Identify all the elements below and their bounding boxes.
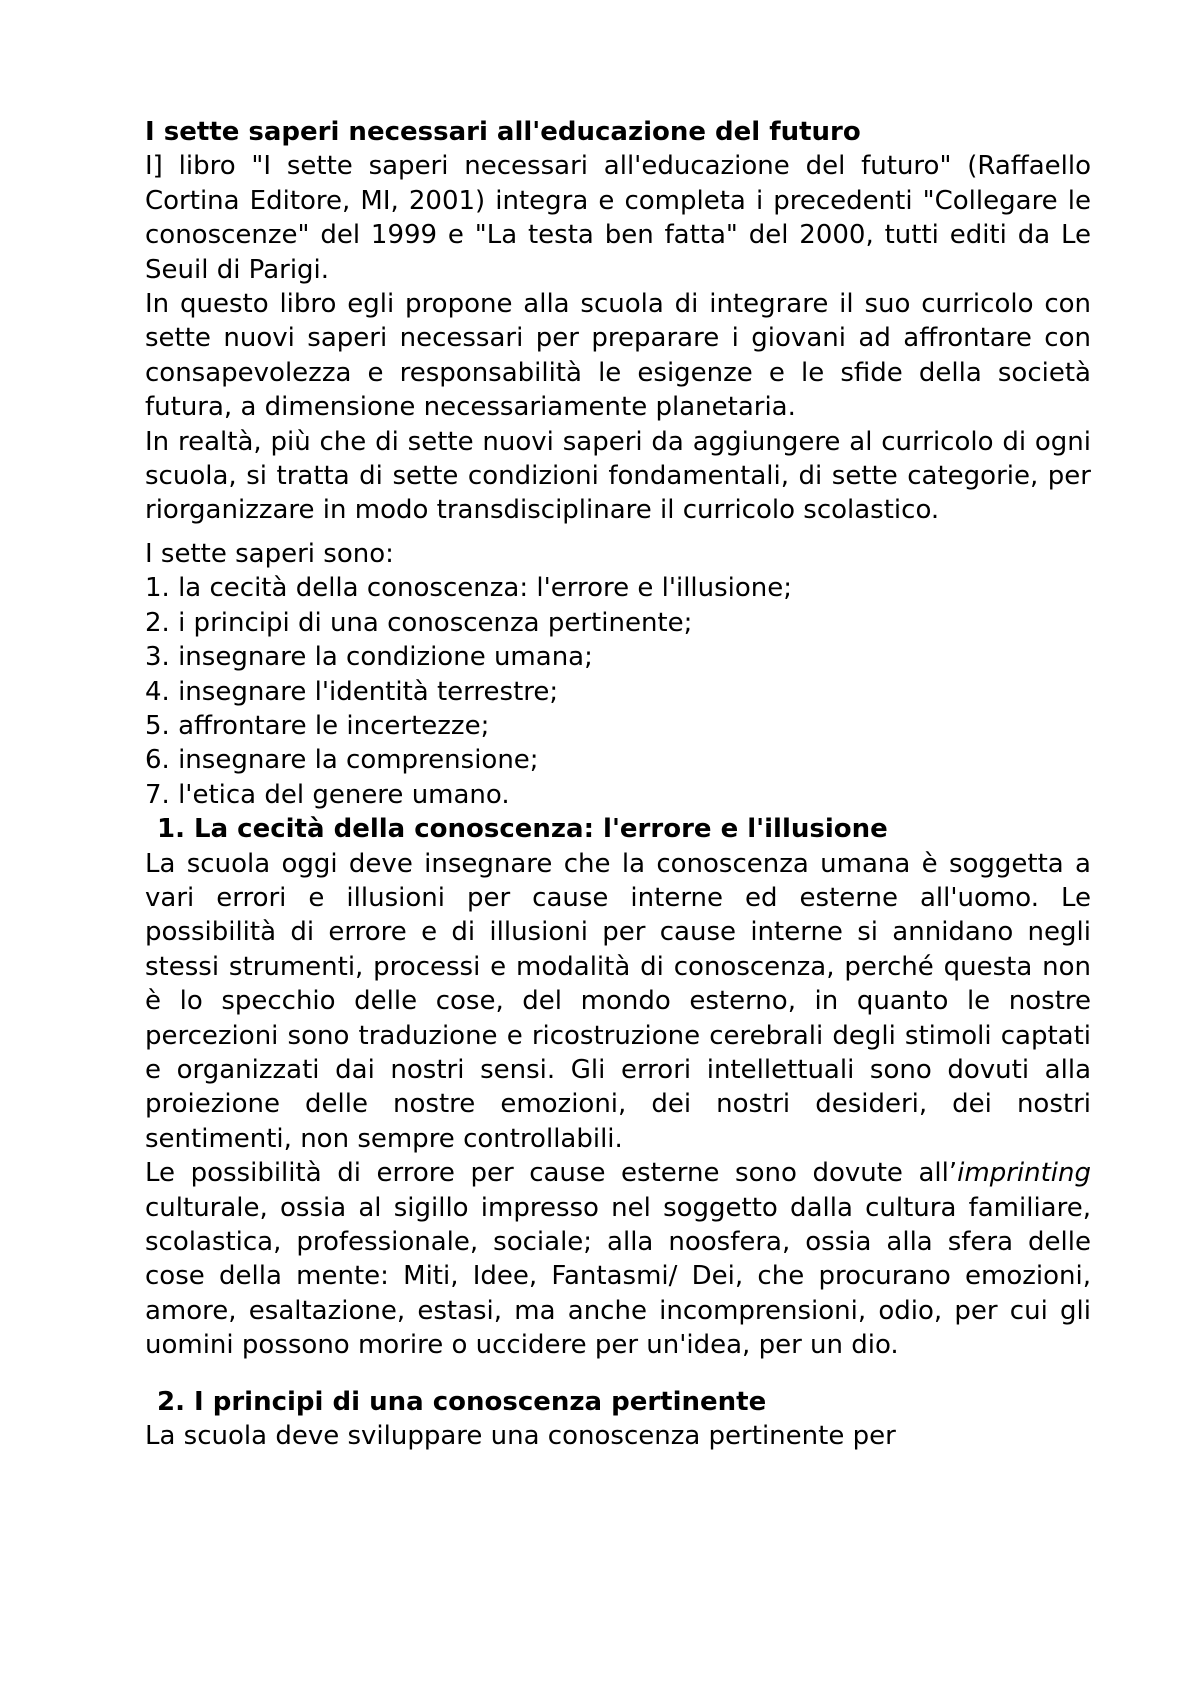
- section-2-paragraph-1: La scuola deve sviluppare una conoscenza pertinente per: [145, 1421, 896, 1452]
- document-page: [145, 115, 1091, 1453]
- list-item: 3. insegnare la condizione umana;: [145, 642, 593, 673]
- section-1-paragraph-2-start: Le possibilità di errore per cause esterne sono dovute all’: [145, 1158, 958, 1189]
- imprinting-term: imprinting: [957, 1158, 1091, 1189]
- document-title: I sette saperi necessari all'educazione del futuro: [145, 117, 861, 147]
- intro-paragraph-3: In realtà, più che di sette nuovi saperi da aggiungere al curricolo di ogni scuola, si tratta di sette condizioni fondamentali, di sette categorie, per riorganizzare in modo transdisciplinare il curricolo scolastico.: [145, 426, 1091, 526]
- list-item: 6. insegnare la comprensione;: [145, 745, 539, 776]
- list-heading: I sette saperi sono:: [145, 538, 394, 569]
- list-item: 4. insegnare l'identità terrestre;: [145, 676, 559, 707]
- intro-paragraph-1: I] libro "I sette saperi necessari all'educazione del futuro" (Raffaello Cortina Editore, MI, 2001) integra e completa i precedenti "Collegare le conoscenze" del 1999 e "La testa ben fatta" del 2000, tutti editi da Le Seuil di Parigi.: [145, 151, 1091, 285]
- intro-paragraph-2: In questo libro egli propone alla scuola di integrare il suo curricolo con sette nuovi saperi necessari per preparare i giovani ad affrontare con consapevolezza e responsabilità le esigenze e le sfide della società futura, a dimensione necessariamente planetaria.: [145, 289, 1091, 423]
- list-item: 7. l'etica del genere umano.: [145, 779, 510, 810]
- section-1-heading: 1. La cecità della conoscenza: l'errore e l'illusione: [157, 814, 888, 845]
- list-item: 5. affrontare le incertezze;: [145, 710, 490, 741]
- section-1-paragraph-2: [145, 1156, 1091, 1362]
- list-item: 1. la cecità della conoscenza: l'errore e l'illusione;: [145, 573, 793, 604]
- section-1-paragraph-1: La scuola oggi deve insegnare che la conoscenza umana è soggetta a vari errori e illusioni per cause interne ed esterne all'uomo. Le possibilità di errore e di illusioni per cause interne si annidano negli stessi strumenti, processi e modalità di conoscenza, perché questa non è lo specchio delle cose, del mondo esterno, in quanto le nostre percezioni sono traduzione e ricostruzione cerebrali degli stimoli captati e organizzati dai nostri sensi. Gli errori intellettuali sono dovuti alla proiezione delle nostre emozioni, dei nostri desideri, dei nostri sentimenti, non sempre controllabili.: [145, 848, 1091, 1154]
- list-item: 2. i principi di una conoscenza pertinente;: [145, 607, 693, 638]
- saperi-list: [145, 571, 1091, 812]
- section-1-paragraph-2-end: culturale, ossia al sigillo impresso nel soggetto dalla cultura familiare, scolastica, professionale, sociale; alla noosfera, ossia alla sfera delle cose della mente: Miti, Idee, Fantasmi/ Dei, che procurano emozioni, amore, esaltazione, estasi, ma anche incomprensioni, odio, per cui gli uomini possono morire o uccidere per un'idea, per un dio.: [145, 1192, 1091, 1361]
- section-2-heading: 2. I principi di una conoscenza pertinente: [157, 1386, 767, 1417]
